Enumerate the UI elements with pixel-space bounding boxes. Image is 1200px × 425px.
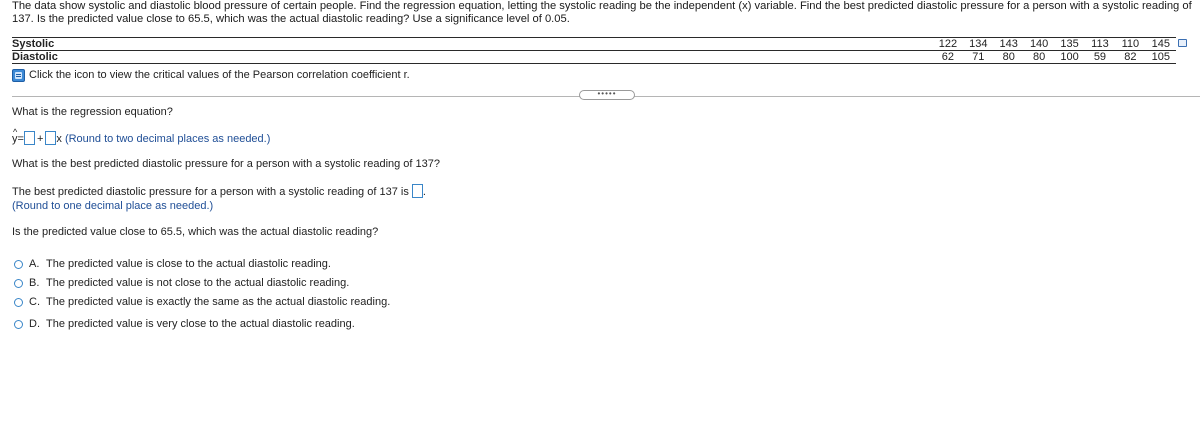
table-cell: 140 bbox=[1024, 38, 1054, 51]
table-cell: 110 bbox=[1115, 38, 1145, 51]
choice-c[interactable] bbox=[14, 295, 390, 309]
choice-text: The predicted value is not close to the actual diastolic reading. bbox=[46, 277, 350, 289]
copy-data-icon[interactable] bbox=[1178, 39, 1187, 47]
y-hat-symbol: ^ y bbox=[12, 133, 18, 146]
question-regression: What is the regression equation? bbox=[12, 106, 173, 118]
table-cell: 100 bbox=[1054, 51, 1084, 64]
critical-values-link[interactable] bbox=[12, 68, 410, 82]
slope-input[interactable] bbox=[45, 131, 56, 145]
table-cell: 113 bbox=[1085, 38, 1115, 51]
radio-button[interactable] bbox=[14, 298, 23, 307]
prediction-answer-row bbox=[12, 184, 426, 199]
choice-letter: A. bbox=[29, 258, 40, 270]
prediction-input[interactable] bbox=[412, 184, 423, 198]
choice-letter: D. bbox=[29, 318, 40, 330]
table-cell: 80 bbox=[994, 51, 1024, 64]
critical-values-link-text: Click the icon to view the critical values of the Pearson correlation coefficient r. bbox=[29, 69, 410, 81]
choice-d[interactable] bbox=[14, 317, 355, 331]
table-cell: 59 bbox=[1085, 51, 1115, 64]
period: . bbox=[422, 186, 426, 198]
table-cell: 145 bbox=[1146, 38, 1176, 51]
row-label-systolic: Systolic bbox=[12, 38, 933, 51]
table-cell: 134 bbox=[963, 38, 993, 51]
diastolic-row bbox=[12, 51, 1176, 64]
intercept-input[interactable] bbox=[24, 131, 35, 145]
radio-button[interactable] bbox=[14, 260, 23, 269]
prediction-statement: The best predicted diastolic pressure for a person with a systolic reading of 137 is bbox=[12, 186, 409, 198]
choice-text: The predicted value is exactly the same as the actual diastolic reading. bbox=[46, 296, 391, 308]
systolic-row bbox=[12, 38, 1176, 51]
table-cell: 105 bbox=[1146, 51, 1176, 64]
choice-letter: B. bbox=[29, 277, 40, 289]
radio-button[interactable] bbox=[14, 279, 23, 288]
rounding-hint: (Round to one decimal place as needed.) bbox=[12, 200, 214, 212]
question-closeness: Is the predicted value close to 65.5, which was the actual diastolic reading? bbox=[12, 226, 379, 238]
regression-equation-row bbox=[12, 131, 270, 146]
table-cell: 62 bbox=[933, 51, 963, 64]
rounding-hint: (Round to two decimal places as needed.) bbox=[64, 133, 271, 145]
expand-handle[interactable]: ••••• bbox=[579, 90, 635, 100]
data-table bbox=[12, 37, 1176, 64]
table-cell: 80 bbox=[1024, 51, 1054, 64]
equals-sign: = bbox=[17, 133, 24, 145]
choice-text: The predicted value is close to the actual diastolic reading. bbox=[46, 258, 331, 270]
table-cell: 143 bbox=[994, 38, 1024, 51]
plus-sign: + bbox=[36, 133, 44, 145]
table-cell: 135 bbox=[1054, 38, 1084, 51]
table-icon[interactable] bbox=[12, 69, 25, 82]
x-variable: x bbox=[56, 133, 62, 145]
choice-b[interactable] bbox=[14, 276, 349, 290]
choice-a[interactable] bbox=[14, 257, 331, 271]
table-cell: 71 bbox=[963, 51, 993, 64]
choice-text: The predicted value is very close to the actual diastolic reading. bbox=[46, 318, 355, 330]
table-cell: 82 bbox=[1115, 51, 1145, 64]
choice-letter: C. bbox=[29, 296, 40, 308]
radio-button[interactable] bbox=[14, 320, 23, 329]
problem-statement: The data show systolic and diastolic blood pressure of certain people. Find the regression equation, letting the systolic reading be the independent (x) variable. Find the best predicted diastolic pressure for a person with a systolic reading of 137. Is the predicted value close to 65.5, which was the actual diastolic reading? Use a significance level of 0.05. bbox=[12, 0, 1192, 25]
table-cell: 122 bbox=[933, 38, 963, 51]
question-prediction: What is the best predicted diastolic pressure for a person with a systolic reading of 137? bbox=[12, 158, 441, 170]
row-label-diastolic: Diastolic bbox=[12, 51, 933, 64]
